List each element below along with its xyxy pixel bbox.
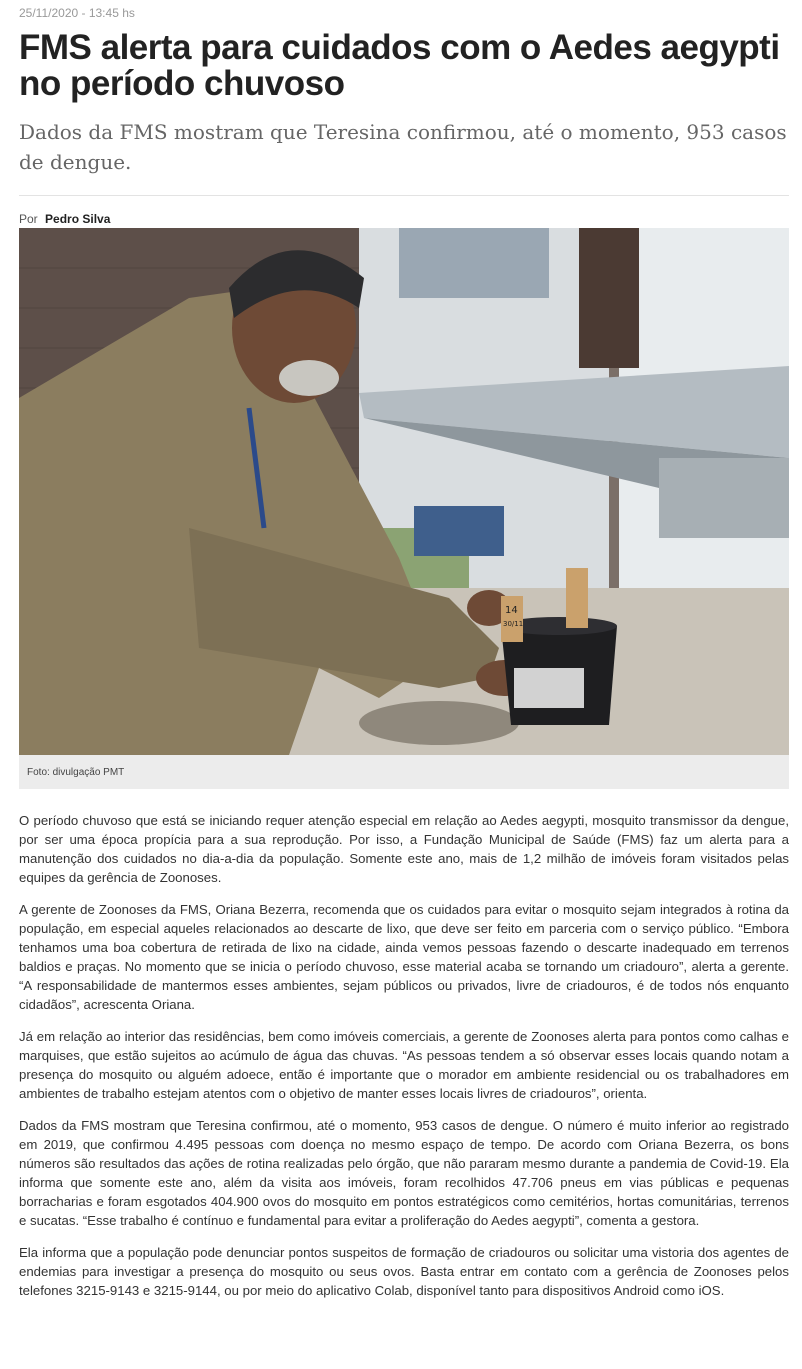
photo-caption-bar bbox=[19, 755, 789, 789]
article-photo bbox=[19, 228, 789, 755]
paragraph: Ela informa que a população pode denunciar pontos suspeitos de formação de criadouros ou solicitar uma vistoria dos agentes de endemias para investigar a presença do mosquito ou seus ovos. Basta entrar em contato com a gerência de Zoonoses pelos telefones 3215-9143 e 3215-9144, ou por meio do aplicativo Colab, disponível tanto para dispositivos Android como iOS. bbox=[19, 1245, 789, 1298]
article-headline: FMS alerta para cuidados com o Aedes aegypti no período chuvoso bbox=[19, 28, 780, 103]
paragraph: A gerente de Zoonoses da FMS, Oriana Bezerra, recomenda que os cuidados para evitar o mosquito sejam integrados à rotina da população, em especial aqueles relacionados ao descarte de lixo, que deve ser feito em parceria com o serviço público. “Embora tenhamos uma boa cobertura de retirada de lixo na cidade, ainda vemos pessoas fazendo o descarte inadequado em terrenos baldios e praças. No momento que se inicia o período chuvoso, esse material acaba se tornando um criadouro”, alerta a gerente. “A responsabilidade de mantermos esses ambientes, sejam públicos ou privados, livre de criadouros, é de todos nós enquanto cidadãos”, acrescenta Oriana. bbox=[19, 902, 789, 1012]
divider bbox=[19, 195, 789, 196]
paddle-date: 30/11 bbox=[503, 620, 524, 628]
author-name: Pedro Silva bbox=[45, 212, 111, 226]
paragraph: Já em relação ao interior das residências, bem como imóveis comerciais, a gerente de Zoonoses alerta para pontos como calhas e marquises, que estão sujeitos ao acúmulo de água das chuvas. “As pessoas tendem a só observar esses locais quando notam a presença do mosquito ou alguém adoece, então é importante que o morador em ambiente residencial ou os trabalhadores em ambientes de trabalho estejam atentos com o objetivo de manter esses locais livres de criadouros”, orienta. bbox=[19, 1029, 789, 1101]
paragraph: O período chuvoso que está se iniciando requer atenção especial em relação ao Aedes aegypti, mosquito transmissor da dengue, por ser uma época propícia para a sua reprodução. Por isso, a Fundação Municipal de Saúde (FMS) faz um alerta para a manutenção dos cuidados no dia-a-dia da população. Somente este ano, mais de 1,2 milhão de imóveis foram visitados pelas equipes da gerência de Zoonoses. bbox=[19, 813, 789, 885]
paragraph: Dados da FMS mostram que Teresina confirmou, até o momento, 953 casos de dengue. O número é muito inferior ao registrado em 2019, que confirmou 4.495 pessoas com doença no mesmo espaço de tempo. De acordo com Oriana Bezerra, os bons números são resultados das ações de rotina realizadas pelo órgão, que não pararam mesmo durante a pandemia de Covid-19. Ela informa que somente este ano, além da visita aos imóveis, foram recolhidos 47.706 pneus em vias públicas e pequenas borracharias e foram esgotados 404.900 ovos do mosquito em pontos estratégicos como cemitérios, hortas comunitárias, terrenos e sucatas. “Esse trabalho é contínuo e fundamental para evitar a proliferação do Aedes aegypti”, comenta a gestora. bbox=[19, 1118, 789, 1228]
paddle-number: 14 bbox=[505, 605, 518, 616]
byline-prefix: Por bbox=[19, 212, 38, 226]
photo-caption: Foto: divulgação PMT bbox=[27, 767, 125, 778]
photo-illustration bbox=[19, 228, 789, 755]
publish-date: 25/11/2020 - 13:45 hs bbox=[19, 6, 135, 20]
byline bbox=[19, 212, 110, 226]
article-body bbox=[19, 811, 789, 1313]
article-subtitle: Dados da FMS mostram que Teresina confirmou, até o momento, 953 casos de dengue. bbox=[19, 120, 787, 174]
